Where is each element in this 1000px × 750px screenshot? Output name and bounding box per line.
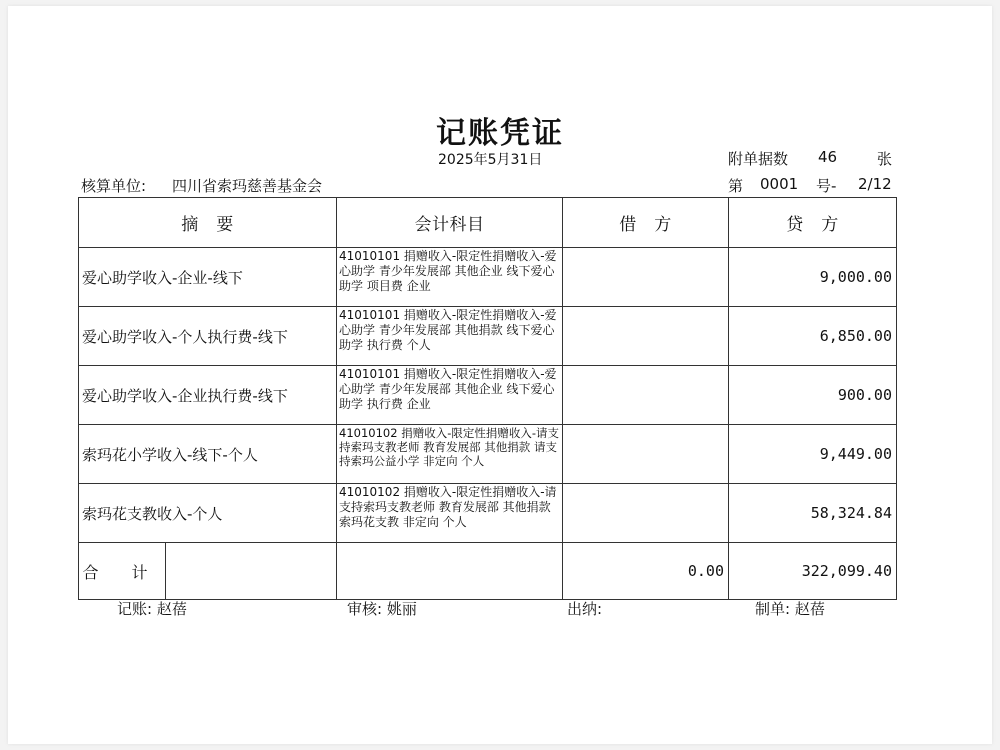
attachments-label: 附单据数	[728, 150, 789, 168]
table-row	[79, 248, 897, 307]
preparer-signature: 制单: 赵蓓	[755, 600, 825, 618]
total-row	[79, 543, 897, 600]
row-subject: 41010101 捐赠收入-限定性捐赠收入-爱心助学 青少年发展部 其他捐款 线下爱心助学 执行费 个人	[337, 307, 563, 366]
row-debit	[563, 366, 729, 425]
row-debit	[563, 484, 729, 543]
row-summary: 索玛花支教收入-个人	[79, 484, 337, 543]
row-summary: 爱心助学收入-企业-线下	[79, 248, 337, 307]
table-row	[79, 307, 897, 366]
row-credit: 9,449.00	[729, 425, 897, 484]
total-subject	[337, 543, 563, 600]
row-subject: 41010102 捐赠收入-限定性捐赠收入-请支持索玛支教老师 教育发展部 其他捐款 索玛花支教 非定向 个人	[337, 484, 563, 543]
cashier-signature: 出纳:	[567, 600, 603, 618]
voucher-title: 记账凭证	[436, 116, 564, 151]
table-row	[79, 425, 897, 484]
voucher-table	[78, 197, 897, 600]
table-header-row	[79, 198, 897, 248]
row-credit: 58,324.84	[729, 484, 897, 543]
voucher-date: 2025年5月31日	[438, 152, 543, 168]
bookkeeper-signature: 记账: 赵蓓	[117, 600, 187, 618]
row-summary: 爱心助学收入-个人执行费-线下	[79, 307, 337, 366]
total-label: 合 计	[79, 543, 166, 599]
total-debit: 0.00	[563, 543, 729, 600]
voucher-page: 2/12	[858, 175, 892, 193]
attachments-unit: 张	[877, 150, 893, 168]
row-debit	[563, 425, 729, 484]
row-debit	[563, 307, 729, 366]
row-credit: 6,850.00	[729, 307, 897, 366]
voucher-number-suffix: 号-	[816, 177, 837, 195]
attachments-count: 46	[818, 148, 838, 166]
voucher-number-label: 第	[728, 177, 744, 195]
voucher-number: 0001	[760, 175, 799, 193]
header-credit: 贷 方	[729, 198, 897, 248]
row-summary: 索玛花小学收入-线下-个人	[79, 425, 337, 484]
header-debit: 借 方	[563, 198, 729, 248]
reviewer-signature: 审核: 姚丽	[347, 600, 417, 618]
row-credit: 900.00	[729, 366, 897, 425]
row-subject: 41010101 捐赠收入-限定性捐赠收入-爱心助学 青少年发展部 其他企业 线下爱心助学 执行费 企业	[337, 366, 563, 425]
total-blank	[166, 543, 336, 599]
header-subject: 会计科目	[337, 198, 563, 248]
accounting-unit-name: 四川省索玛慈善基金会	[172, 177, 323, 195]
row-subject: 41010101 捐赠收入-限定性捐赠收入-爱心助学 青少年发展部 其他企业 线下爱心助学 项目费 企业	[337, 248, 563, 307]
row-subject: 41010102 捐赠收入-限定性捐赠收入-请支持索玛支教老师 教育发展部 其他捐款 请支持索玛公益小学 非定向 个人	[337, 425, 563, 484]
row-credit: 9,000.00	[729, 248, 897, 307]
row-summary: 爱心助学收入-企业执行费-线下	[79, 366, 337, 425]
header-summary: 摘 要	[79, 198, 337, 248]
accounting-unit-label: 核算单位:	[81, 177, 147, 195]
row-debit	[563, 248, 729, 307]
total-credit: 322,099.40	[729, 543, 897, 600]
table-row	[79, 366, 897, 425]
total-cell	[79, 543, 337, 600]
table-row	[79, 484, 897, 543]
